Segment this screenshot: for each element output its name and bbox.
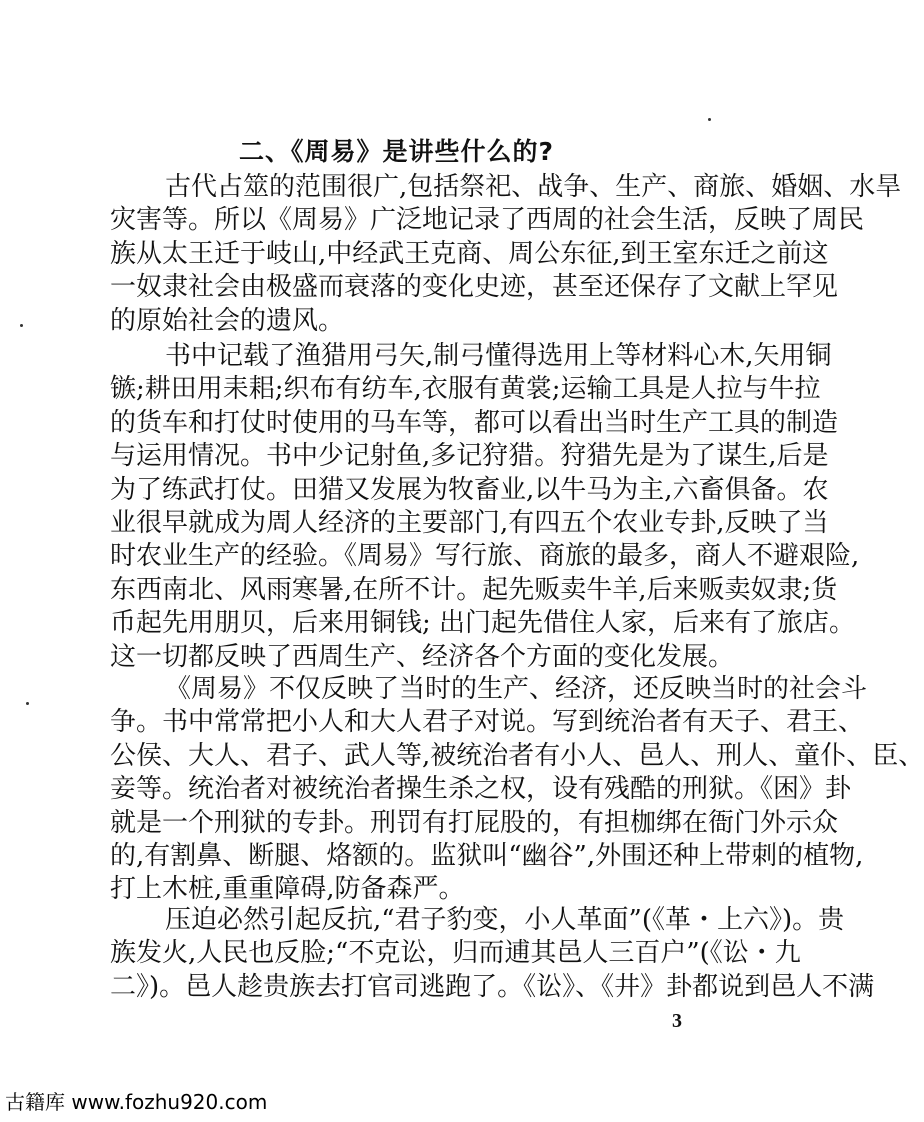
- text-line: 灾害等。所以《周易》广泛地记录了西周的社会生活，反映了周民: [110, 205, 865, 236]
- text-line: 东西南北、风雨寒暑,在所不计。起先贩卖牛羊,后来贩卖奴隶;货: [110, 574, 838, 605]
- text-line: 与运用情况。书中少记射鱼,多记狩猎。狩猎先是为了谋生,后是: [110, 441, 829, 472]
- text-line: 族从太王迁于岐山,中经武王克商、周公东征,到王室东迁之前这: [110, 238, 829, 269]
- text-line: 公侯、大人、君子、武人等,被统治者有小人、邑人、刑人、童仆、臣、: [110, 740, 924, 771]
- text-line: 业很早就成为周人经济的主要部门,有四五个农业专卦,反映了当: [110, 508, 829, 538]
- text-line: 一奴隶社会由极盛而衰落的变化史迹，甚至还保存了文献上罕见: [110, 272, 839, 303]
- page-number: 3: [672, 1010, 682, 1032]
- text-line: 古代占筮的范围很广,包括祭祀、战争、生产、商旅、婚姻、水旱: [165, 172, 902, 202]
- text-line: 币起先用朋贝，后来用铜钱; 出门起先借住人家，后来有了旅店。: [110, 608, 856, 639]
- scan-speck: [20, 324, 23, 327]
- text-line: 《周易》不仅反映了当时的生产、经济，还反映当时的社会斗: [165, 674, 868, 704]
- text-line: 族发火,人民也反脸;“不克讼，归而逋其邑人三百户”(《讼・九: [110, 938, 801, 969]
- text-line: 书中记载了渔猎用弓矢,制弓懂得选用上等材料心木,矢用铜: [165, 341, 832, 371]
- scan-speck: [26, 702, 29, 705]
- text-line: 时农业生产的经验。《周易》写行旅、商旅的最多，商人不避艰险,: [110, 541, 860, 572]
- text-line: 压迫必然引起反抗,“君子豹变，小人革面”(《革・上六》)。贵: [165, 905, 845, 935]
- text-line: 为了练武打仗。田猎又发展为牧畜业,以牛马为主,六畜俱备。农: [110, 474, 829, 505]
- text-line: 镞;耕田用耒耜;织布有纺车,衣服有黄裳;运输工具是人拉与牛拉: [110, 374, 821, 405]
- section-heading: 二、《周易》是讲些什么的?: [238, 137, 554, 166]
- text-line: 妾等。统治者对被统治者操生杀之权，设有残酷的刑狱。《困》卦: [110, 774, 852, 805]
- text-line: 打上木桩,重重障碍,防备森严。: [110, 874, 465, 905]
- watermark-footer: 古籍库 www.fozhu920.com: [5, 1090, 268, 1114]
- text-line: 的,有割鼻、断腿、烙额的。监狱叫“幽谷”,外围还种上带刺的植物,: [110, 841, 864, 871]
- text-line: 的原始社会的遗风。: [110, 305, 345, 336]
- scan-speck: [708, 118, 711, 121]
- text-line: 的货车和打仗时使用的马车等，都可以看出当时生产工具的制造: [110, 407, 839, 438]
- text-line: 这一切都反映了西周生产、经济各个方面的变化发展。: [110, 641, 735, 672]
- text-line: 二》)。邑人趁贵族去打官司逃跑了。《讼》、《井》卦都说到邑人不满: [110, 971, 875, 1002]
- text-line: 就是一个刑狱的专卦。刑罚有打屁股的，有担枷绑在衙门外示众: [110, 807, 839, 838]
- text-line: 争。书中常常把小人和大人君子对说。写到统治者有天子、君王、: [110, 707, 865, 738]
